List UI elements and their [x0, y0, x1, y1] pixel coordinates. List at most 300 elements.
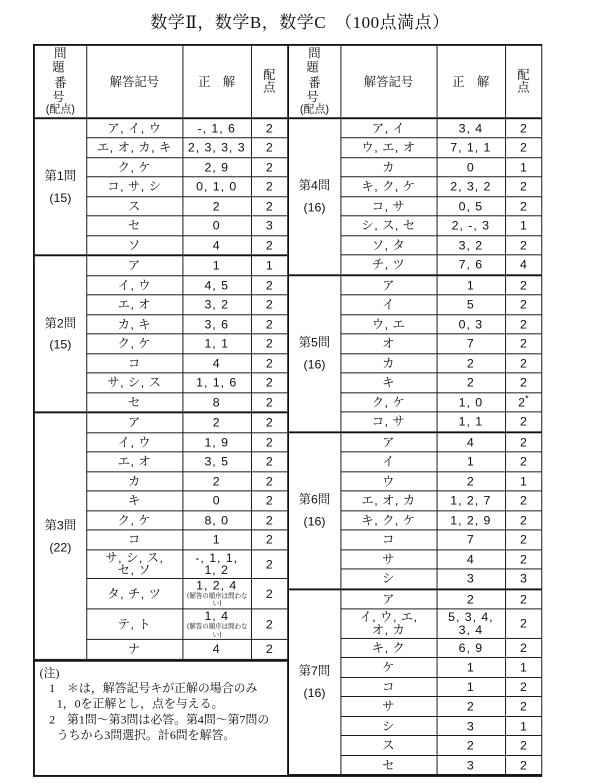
question-section-name: 第5問	[298, 335, 331, 350]
points-cell	[505, 697, 541, 717]
correct-answer-value: 8, 0	[204, 513, 229, 528]
correct-answer-value: 1, 1	[458, 414, 484, 429]
answer-symbol-cell: シ	[340, 569, 436, 589]
correct-answer-value: 4	[466, 552, 475, 567]
points-cell	[505, 393, 541, 413]
correct-answer-cell	[437, 295, 506, 315]
answer-symbol-cell: コ	[86, 354, 182, 374]
points-asterisk: *	[525, 393, 529, 405]
points-cell	[505, 236, 541, 256]
footnote-title: (注)	[39, 666, 60, 680]
correct-answer-value: 2	[466, 375, 475, 390]
footnote-line-1b: 1，0を正解とし，点を与える。	[56, 697, 224, 711]
correct-answer-cell	[182, 609, 251, 640]
correct-answer-value: 2	[466, 737, 475, 753]
left-table-body	[35, 118, 287, 659]
answer-symbol-cell: オ	[340, 334, 436, 354]
answer-symbol-cell: ク, ケ	[86, 158, 182, 178]
answer-symbol-cell: セ	[86, 393, 182, 413]
left-table-header	[35, 46, 287, 118]
answer-symbol-cell: サ	[340, 697, 436, 717]
answer-symbol-cell: ア	[86, 413, 182, 433]
points-cell	[251, 295, 287, 315]
correct-answer-line-2: 3, 4	[458, 622, 484, 637]
question-section-name: 第1問	[44, 168, 77, 183]
points-value: 2	[519, 198, 527, 214]
correct-answer-value: 1, 9	[204, 435, 229, 450]
points-value: 2	[519, 532, 527, 547]
header-row	[35, 46, 287, 118]
answer-symbol-cell: カ	[86, 472, 182, 492]
points-value: 2	[519, 757, 527, 772]
points-cell	[505, 118, 541, 138]
answer-symbol-cell: ク, ケ	[86, 334, 182, 354]
correct-answer-cell	[182, 433, 251, 453]
correct-answer-value: 3, 2	[458, 237, 484, 253]
correct-answer-value: 3, 5	[204, 454, 229, 469]
correct-answer-cell	[182, 354, 251, 374]
answer-symbol-cell: セ	[340, 755, 436, 775]
table-row	[35, 413, 287, 433]
correct-answer-value: 3	[466, 757, 475, 772]
points-cell	[251, 640, 287, 660]
points-value: 2	[519, 513, 527, 528]
points-cell	[505, 550, 541, 570]
correct-answer-cell	[182, 530, 251, 550]
points-value: 2	[519, 435, 527, 450]
question-section-name: 第6問	[298, 492, 331, 507]
correct-answer-cell	[437, 275, 506, 295]
correct-answer-line-1: 5, 3, 4,	[448, 609, 494, 624]
points-value: 1	[519, 474, 527, 489]
points-value: 2	[519, 120, 527, 136]
question-section-cell	[35, 118, 86, 256]
points-value: 2	[265, 493, 273, 508]
points-cell	[505, 412, 541, 432]
points-value: 2	[265, 198, 273, 214]
answer-symbol-cell: キ, ク, ケ	[340, 177, 436, 197]
points-value: 2	[519, 679, 527, 694]
answer-symbol-cell: ソ	[86, 236, 182, 256]
answer-symbol-cell: ウ, エ, オ	[340, 138, 436, 158]
correct-answer-cell	[182, 579, 251, 610]
correct-answer-cell	[182, 276, 251, 296]
points-cell	[505, 275, 541, 295]
points-cell	[251, 216, 287, 236]
points-cell	[505, 609, 541, 638]
correct-answer-value: 2	[466, 356, 475, 371]
correct-answer-cell	[182, 373, 251, 393]
answer-symbol-cell: ア	[340, 589, 436, 609]
correct-answer-value: 4	[212, 356, 221, 371]
correct-answer-cell	[437, 452, 506, 472]
correct-answer-cell	[437, 511, 506, 531]
footnote-box	[35, 660, 287, 775]
correct-answer-value: 3, 2	[204, 297, 229, 312]
points-cell	[505, 569, 541, 589]
correct-answer-value: 1, 0	[458, 395, 484, 410]
correct-answer-value: 2	[466, 474, 475, 489]
correct-answer-line-2: 1, 2	[204, 563, 229, 578]
answer-symbol-cell: サ	[340, 550, 436, 570]
correct-answer-cell	[437, 432, 506, 452]
right-answer-table	[289, 46, 541, 775]
points-value: 2	[519, 277, 527, 293]
correct-answer-value: 5	[466, 297, 475, 312]
col-header-correct-answer: 正 解	[437, 46, 506, 118]
correct-answer-cell	[437, 177, 506, 197]
points-value: 1	[519, 718, 527, 733]
points-cell	[251, 197, 287, 217]
correct-answer-cell	[437, 697, 506, 717]
correct-answer-value: 3	[466, 718, 475, 733]
points-value: 2	[519, 640, 527, 655]
points-cell	[505, 472, 541, 492]
correct-answer-value: 2, 9	[204, 159, 229, 175]
footnote-line-2: 2 第1問～第3問は必答。第4問～第7問の	[49, 712, 270, 727]
points-value: 2	[519, 316, 527, 332]
points-cell	[505, 511, 541, 531]
points-cell	[251, 609, 287, 640]
answer-symbol-cell: キ	[340, 373, 436, 393]
points-cell	[251, 511, 287, 531]
correct-answer-value: 3, 6	[204, 316, 229, 332]
answer-order-note: (解答の順序は問わない)	[186, 592, 248, 608]
points-cell	[251, 530, 287, 550]
question-section-points: (15)	[49, 190, 72, 205]
correct-answer-cell	[182, 197, 251, 217]
right-table-half	[289, 46, 541, 775]
points-value: 2	[265, 297, 273, 312]
answer-symbol-cell: ス	[340, 736, 436, 756]
question-section-points: (15)	[49, 337, 72, 352]
col-header-correct-answer: 正 解	[182, 46, 251, 118]
correct-answer-cell	[182, 550, 251, 579]
points-cell	[505, 491, 541, 511]
correct-answer-value: 2	[212, 415, 221, 430]
points-value: 2	[519, 737, 527, 753]
question-section-points: (16)	[303, 199, 326, 215]
answer-symbol-cell: チ, ツ	[340, 255, 436, 275]
points-value: 2	[265, 513, 273, 528]
correct-answer-cell	[437, 589, 506, 609]
points-value: 2	[519, 698, 527, 714]
question-section-cell	[289, 275, 340, 432]
points-cell	[251, 236, 287, 256]
correct-answer-cell	[437, 716, 506, 736]
header-line-1: 問 題	[306, 45, 341, 75]
table-row	[289, 275, 541, 295]
points-value: 2	[519, 616, 527, 631]
correct-answer-cell	[437, 755, 506, 775]
points-value: 2	[519, 179, 527, 194]
points-value: 2	[265, 642, 273, 657]
correct-answer-value: 4	[212, 237, 221, 253]
answer-symbol-cell: ク, ケ	[86, 511, 182, 531]
correct-answer-value: 1	[212, 532, 221, 547]
points-value: 3	[519, 571, 527, 586]
points-value: 2	[519, 297, 527, 312]
points-value: 2	[265, 586, 273, 601]
col-header-question-number	[35, 46, 86, 118]
answer-symbol-cell: ア	[340, 432, 436, 452]
answer-symbol-cell: キ	[86, 491, 182, 511]
right-table-header	[289, 46, 541, 118]
points-value: 2	[519, 336, 527, 351]
correct-answer-value: 6, 9	[458, 640, 484, 655]
points-cell	[505, 315, 541, 335]
points-cell	[251, 177, 287, 197]
correct-answer-value: 1	[466, 679, 475, 694]
points-value: 1	[519, 218, 527, 233]
points-value: 2	[519, 140, 527, 155]
header-row	[289, 46, 541, 118]
correct-answer-cell	[437, 550, 506, 570]
points-cell	[251, 138, 287, 158]
points-cell	[251, 373, 287, 393]
correct-answer-cell	[182, 413, 251, 433]
points-value: 2	[265, 415, 273, 430]
correct-answer-cell	[437, 197, 506, 217]
correct-answer-value: 0	[212, 493, 221, 508]
points-cell	[505, 716, 541, 736]
correct-answer-cell	[437, 530, 506, 550]
answer-symbol-cell: サ, シ, ス	[86, 373, 182, 393]
correct-answer-value: 3	[466, 571, 475, 586]
correct-answer-cell	[437, 158, 506, 178]
correct-answer-value: 1, 1, 6	[196, 375, 238, 390]
footnote-line-2b: うちから3問選択。計6問を解答。	[56, 728, 236, 742]
answer-symbol-cell: ソ, タ	[340, 236, 436, 256]
correct-answer-cell	[182, 472, 251, 492]
points-cell	[505, 255, 541, 275]
question-section-name: 第7問	[298, 663, 331, 679]
correct-answer-value: 7	[466, 336, 475, 351]
correct-answer-cell	[437, 216, 506, 236]
correct-answer-cell	[437, 393, 506, 413]
correct-answer-value: 4	[212, 642, 221, 657]
answer-symbol-cell: ナ	[86, 640, 182, 660]
answer-symbol-cell: エ, オ	[86, 452, 182, 472]
answer-symbol-cell: タ, チ, ツ	[86, 579, 182, 610]
answer-symbol-cell: ア	[86, 256, 182, 276]
correct-answer-cell	[182, 315, 251, 335]
points-value: 1	[265, 258, 273, 273]
correct-answer-cell	[437, 677, 506, 697]
correct-answer-cell	[437, 638, 506, 658]
col-header-answer-symbol: 解答記号	[86, 46, 182, 118]
correct-answer-value: 1, 2, 4	[196, 578, 238, 593]
correct-answer-value: 7, 1, 1	[450, 140, 492, 155]
points-cell	[251, 276, 287, 296]
correct-answer-cell	[437, 354, 506, 374]
answer-symbol-cell: イ	[340, 452, 436, 472]
col-header-question-number	[289, 46, 340, 118]
points-cell	[251, 579, 287, 610]
answer-symbol-cell: ウ, エ	[340, 315, 436, 335]
correct-answer-cell	[437, 412, 506, 432]
answer-symbol-cell: コ, サ, シ	[86, 177, 182, 197]
question-section-points: (22)	[49, 539, 72, 554]
correct-answer-value: 1, 2, 7	[450, 493, 492, 508]
correct-answer-cell	[437, 373, 506, 393]
points-value: 2	[519, 454, 527, 469]
correct-answer-cell	[182, 511, 251, 531]
question-section-name: 第3問	[44, 517, 77, 533]
answer-symbol-cell: コ, サ	[340, 412, 436, 432]
points-cell	[505, 373, 541, 393]
points-value: 2	[265, 356, 273, 371]
header-line-3: (配点)	[299, 104, 330, 116]
points-cell	[505, 432, 541, 452]
correct-answer-value: 2	[212, 198, 221, 214]
points-value: 1	[519, 659, 527, 675]
points-cell	[251, 433, 287, 453]
left-table-half	[35, 46, 289, 775]
question-section-points: (16)	[303, 514, 326, 529]
left-answer-table	[35, 46, 287, 660]
points-value: 2	[265, 316, 273, 332]
points-cell	[251, 472, 287, 492]
answer-symbol-cell: コ, サ	[340, 197, 436, 217]
points-cell	[251, 550, 287, 579]
points-value: 2	[265, 454, 273, 469]
points-cell	[251, 354, 287, 374]
question-section-cell	[289, 589, 340, 774]
points-value: 2	[265, 277, 273, 293]
question-section-cell	[289, 432, 340, 589]
points-value: 2	[265, 336, 273, 351]
correct-answer-line-1: -, 1, 1,	[195, 550, 239, 565]
right-table-body	[289, 118, 541, 774]
points-value: 2	[519, 356, 527, 371]
points-cell	[505, 138, 541, 158]
correct-answer-value: 8	[212, 395, 221, 410]
points-value: 2	[518, 395, 526, 410]
points-cell	[505, 755, 541, 775]
col-header-answer-symbol: 解答記号	[340, 46, 436, 118]
correct-answer-value: 0, 5	[458, 198, 484, 214]
question-section-cell	[35, 256, 86, 413]
question-section-name: 第4問	[298, 178, 331, 193]
header-line-3: (配点)	[45, 104, 75, 116]
points-value: 2	[265, 140, 273, 155]
answer-symbol-cell: ア, イ	[340, 118, 436, 138]
points-cell	[251, 393, 287, 413]
answer-symbol-cell: ア, イ, ウ	[86, 118, 182, 138]
answer-symbol-cell: カ	[340, 354, 436, 374]
answer-symbol-cell: ク, ケ	[340, 393, 436, 413]
correct-answer-cell	[182, 393, 251, 413]
col-header-points: 配 点	[505, 46, 541, 118]
correct-answer-value: 1	[466, 659, 475, 675]
correct-answer-value: 0, 3	[458, 316, 484, 332]
points-cell	[251, 118, 287, 138]
points-value: 2	[265, 532, 273, 547]
question-section-points: (16)	[303, 685, 326, 700]
answer-symbol-cell: カ, キ	[86, 315, 182, 335]
points-cell	[505, 530, 541, 550]
correct-answer-cell	[182, 216, 251, 236]
points-value: 2	[265, 120, 273, 136]
correct-answer-value: 0	[466, 159, 475, 175]
points-value: 2	[519, 237, 527, 253]
answer-symbol-cell: シ	[340, 716, 436, 736]
correct-answer-value: 1	[466, 277, 475, 293]
answer-symbol-line-2: オ, カ	[371, 622, 406, 637]
points-value: 2	[265, 179, 273, 194]
points-value: 2	[519, 375, 527, 390]
correct-answer-cell	[437, 236, 506, 256]
correct-answer-value: 4, 5	[204, 277, 229, 293]
points-value: 3	[265, 218, 273, 233]
answer-symbol-cell: ケ	[340, 658, 436, 678]
header-line-2: 番 号	[52, 75, 87, 104]
answer-symbol-line-1: イ, ウ, エ,	[359, 609, 418, 624]
points-cell	[251, 413, 287, 433]
answer-symbol-line-1: サ, シ, ス,	[105, 550, 164, 565]
points-value: 1	[519, 159, 527, 175]
answer-symbol-cell: エ, オ, カ	[340, 491, 436, 511]
points-value: 2	[265, 237, 273, 253]
correct-answer-value: 2	[466, 592, 475, 607]
correct-answer-cell	[182, 491, 251, 511]
table-row	[35, 256, 287, 276]
correct-answer-value: 2, -, 3	[451, 218, 490, 233]
answer-symbol-cell: エ, オ	[86, 295, 182, 315]
answer-symbol-cell: テ, ト	[86, 609, 182, 640]
points-cell	[505, 334, 541, 354]
correct-answer-value: 2, 3, 3, 3	[187, 140, 246, 155]
answer-symbol-cell	[86, 550, 182, 579]
correct-answer-cell	[182, 452, 251, 472]
points-value: 2	[265, 375, 273, 390]
points-value: 2	[265, 616, 273, 632]
answer-symbol-cell: イ, ウ	[86, 276, 182, 296]
answer-symbol-cell: ア	[340, 275, 436, 295]
points-cell	[251, 158, 287, 178]
correct-answer-value: 2	[466, 698, 475, 714]
table-row	[289, 432, 541, 452]
answer-symbol-cell: コ	[340, 530, 436, 550]
correct-answer-value: 7, 6	[458, 257, 484, 272]
correct-answer-cell	[437, 609, 506, 638]
points-cell	[505, 216, 541, 236]
correct-answer-cell	[437, 736, 506, 756]
correct-answer-cell	[182, 118, 251, 138]
correct-answer-cell	[437, 315, 506, 335]
points-cell	[251, 452, 287, 472]
correct-answer-cell	[437, 658, 506, 678]
points-cell	[251, 315, 287, 335]
correct-answer-cell	[437, 334, 506, 354]
points-value: 2	[265, 474, 273, 489]
answer-symbol-cell: コ	[340, 677, 436, 697]
correct-answer-cell	[437, 569, 506, 589]
points-cell	[505, 158, 541, 178]
points-cell	[505, 638, 541, 658]
points-cell	[505, 197, 541, 217]
table-row	[289, 589, 541, 609]
answer-symbol-cell: エ, オ, カ, キ	[86, 138, 182, 158]
answer-symbol-line-2: セ, ソ	[117, 563, 152, 578]
col-header-points: 配 点	[251, 46, 287, 118]
header-line-2: 番 号	[306, 75, 341, 104]
points-cell	[251, 334, 287, 354]
correct-answer-value: -, 1, 6	[197, 120, 236, 136]
correct-answer-value: 4	[466, 435, 475, 450]
points-cell	[251, 256, 287, 276]
